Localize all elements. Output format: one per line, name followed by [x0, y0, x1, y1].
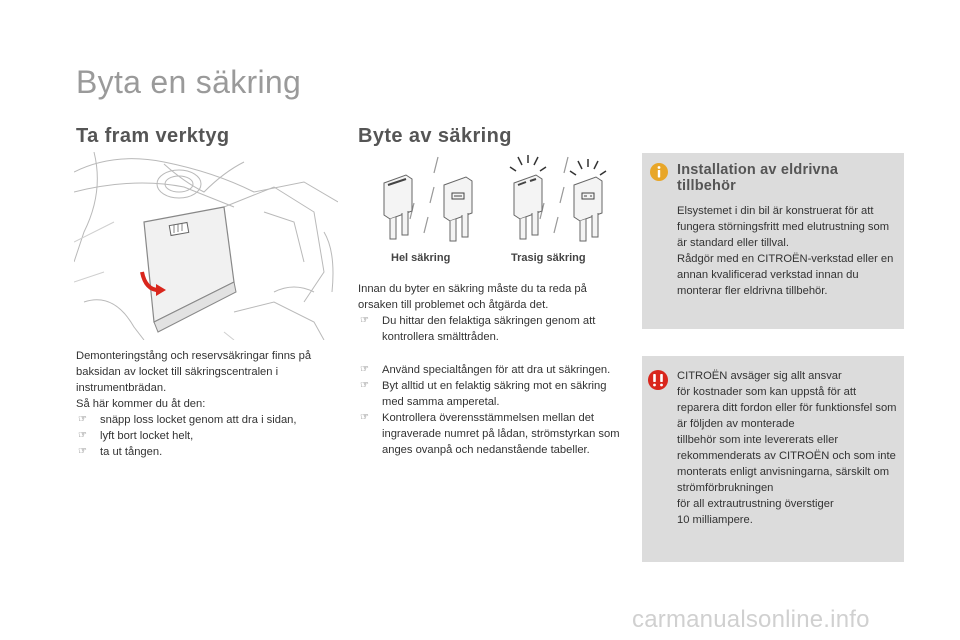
arrow-bullet-icon: ☞ [360, 315, 369, 326]
info-box-title: Installation av eldrivna tillbehör [677, 162, 839, 194]
arrow-bullet-icon: ☞ [360, 412, 369, 423]
good-fuse-caption: Hel säkring [391, 252, 451, 264]
blown-fuse-illustration [500, 155, 620, 250]
warning-line: CITROËN avsäger sig allt ansvar [677, 370, 842, 382]
info-box [642, 153, 904, 329]
tools-steps-intro: Så här kommer du åt den: [76, 398, 206, 410]
fuse-change-intro: Innan du byter en säkring måste du ta reda på orsaken till problemet och åtgärda det. [358, 283, 587, 311]
arrow-bullet-icon: ☞ [360, 364, 369, 375]
info-circle-icon [650, 163, 668, 181]
tools-text-block [76, 348, 336, 460]
exclamation-circle-icon [648, 370, 668, 390]
info-box-text [677, 203, 899, 299]
warning-line: för all extrautrustning överstiger [677, 498, 834, 510]
fuse-change-step: ☞ Byt alltid ut en felaktig säkring mot en säkring med samma amperetal. [360, 380, 607, 408]
tools-intro: Demonteringstång och reservsäkringar finns på baksidan av locket till säkringscentralen i instrumentbrädan. [76, 350, 312, 394]
dashboard-illustration [74, 152, 338, 340]
fuse-change-step: ☞ Kontrollera överensstämmelsen mellan det ingraverade numret på lådan, strömstyrkan som anges ovanpå och nedanstående tabeller. [360, 412, 620, 456]
arrow-bullet-icon: ☞ [360, 380, 369, 391]
warning-line: för kostnader som kan uppstå för att reparera ditt fordon eller för funktionsfel som är följden av monterade [677, 386, 897, 430]
fuse-change-intro-block [358, 281, 626, 345]
warning-line: 10 milliampere. [677, 514, 753, 526]
page-title: Byta en säkring [76, 64, 302, 100]
arrow-bullet-icon: ☞ [78, 446, 87, 457]
info-box-paragraph: Elsystemet i din bil är konstruerat för att fungera störningsfritt med elutrustning som är standard eller tillval. [677, 205, 890, 249]
warning-box-text [677, 368, 899, 528]
section-heading-fuse-change: Byte av säkring [358, 125, 512, 147]
tools-step: ☞ lyft bort locket helt, [78, 430, 194, 442]
watermark: carmanualsonline.info [632, 606, 870, 633]
info-box-paragraph: Rådgör med en CITROËN-verkstad eller en annan kvalificerad verkstad innan du monterar fler eldrivna tillbehör. [677, 253, 894, 297]
arrow-bullet-icon: ☞ [78, 430, 87, 441]
blown-fuse-caption: Trasig säkring [511, 252, 586, 264]
tools-step: ☞ ta ut tången. [78, 446, 163, 458]
section-heading-tools: Ta fram verktyg [76, 125, 230, 147]
warning-line: tillbehör som inte levererats eller rekommenderats av CITROËN och som inte monterats enligt anvisningarna, särskilt om strömförbrukningen [677, 434, 896, 494]
fuse-change-step: ☞ Du hittar den felaktiga säkringen genom att kontrollera smälttråden. [360, 315, 596, 343]
tools-step: ☞ snäpp loss locket genom att dra i sidan, [78, 414, 297, 426]
arrow-bullet-icon: ☞ [78, 414, 87, 425]
warning-box [642, 356, 904, 562]
good-fuse-illustration [370, 155, 490, 250]
fuse-change-steps-block [358, 362, 626, 458]
fuse-change-step: ☞ Använd specialtången för att dra ut säkringen. [360, 364, 611, 376]
